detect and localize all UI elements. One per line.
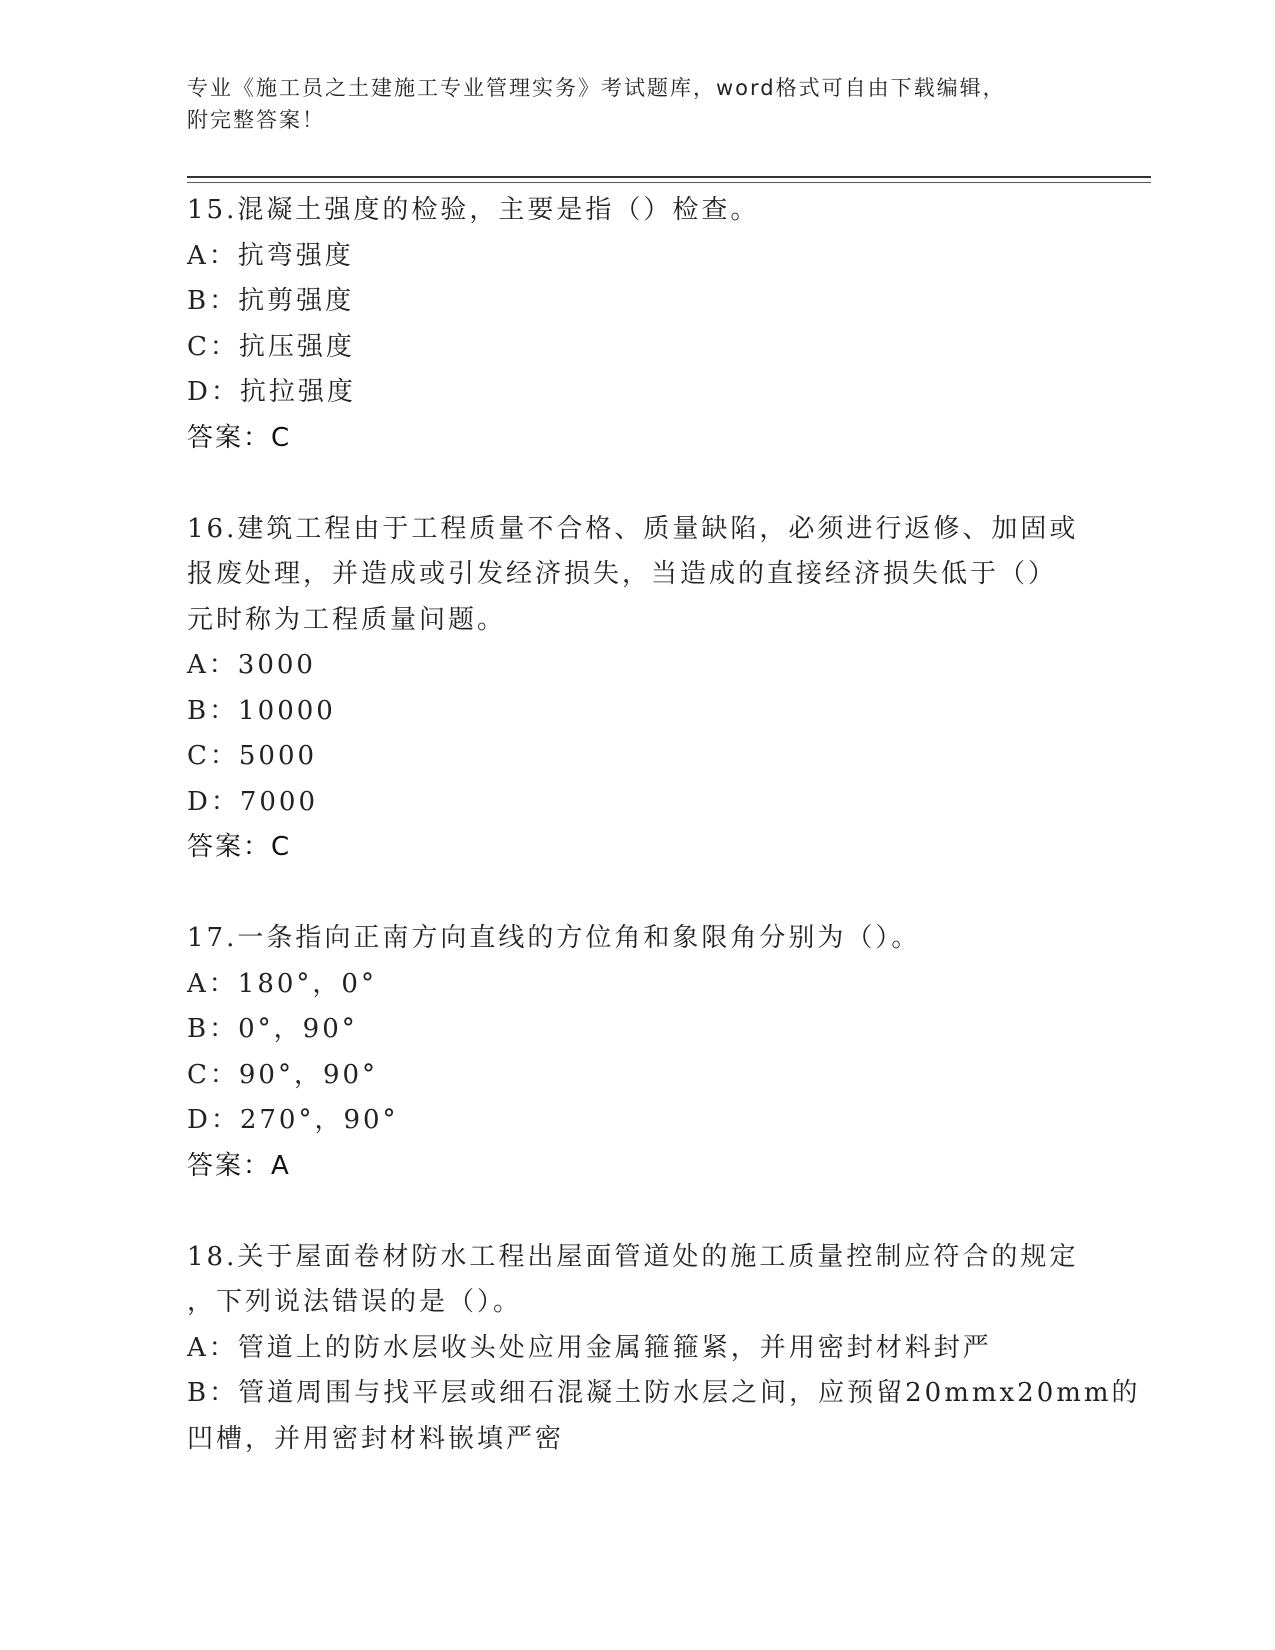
option-a: A：管道上的防水层收头处应用金属箍箍紧，并用密封材料封严 [187, 1332, 992, 1363]
document-header [187, 72, 1087, 136]
question-stem: 16.建筑工程由于工程质量不合格、质量缺陷，必须进行返修、加固或 [187, 513, 1079, 544]
question-stem-continued: 元时称为工程质量问题。 [187, 604, 507, 635]
option-b: B：管道周围与找平层或细石混凝土防水层之间，应预留20mmx20mm的 [187, 1378, 1141, 1408]
question-stem: 15.混凝土强度的检验，主要是指（）检查。 [187, 195, 760, 225]
question-stem: 18.关于屋面卷材防水工程出屋面管道处的施工质量控制应符合的规定 [187, 1241, 1079, 1272]
answer-label: 答案：C [187, 422, 292, 453]
option-a: A：3000 [187, 650, 316, 680]
option-a: A：抗弯强度 [187, 240, 354, 271]
option-d: D：7000 [187, 786, 319, 817]
option-a: A：180°，0° [187, 968, 377, 999]
option-c: C：抗压强度 [187, 331, 355, 362]
question-stem: 17.一条指向正南方向直线的方位角和象限角分别为（）。 [187, 923, 921, 953]
question-15 [187, 188, 1087, 461]
question-18 [187, 1235, 1141, 1463]
question-spacer [187, 871, 1087, 917]
header-line-2: 附完整答案！ [187, 108, 325, 132]
question-16 [187, 507, 1087, 871]
header-divider-thick [187, 176, 1151, 178]
question-stem-continued: ，下列说法错误的是（）。 [187, 1287, 523, 1317]
answer-label: 答案：A [187, 1150, 291, 1181]
option-b: B：抗剪强度 [187, 286, 355, 316]
option-d: D：270°，90° [187, 1105, 399, 1135]
question-17 [187, 916, 1087, 1189]
option-d: D：抗拉强度 [187, 377, 356, 407]
header-line-1: 专业《施工员之土建施工专业管理实务》考试题库，word格式可自由下载编辑， [187, 76, 1006, 100]
option-c: C：90°，90° [187, 1059, 379, 1090]
option-b: B：10000 [187, 695, 336, 726]
header-divider-thin [187, 182, 1151, 183]
answer-label: 答案：C [187, 832, 292, 862]
question-list [187, 188, 1141, 1462]
question-spacer [187, 461, 1087, 507]
option-c: C：5000 [187, 741, 318, 771]
option-b: B：0°，90° [187, 1014, 358, 1044]
question-stem-continued: 报废处理，并造成或引发经济损失，当造成的直接经济损失低于（） [187, 559, 1058, 589]
option-b-continued: 凹槽，并用密封材料嵌填严密 [187, 1423, 565, 1454]
question-spacer [187, 1189, 1087, 1235]
